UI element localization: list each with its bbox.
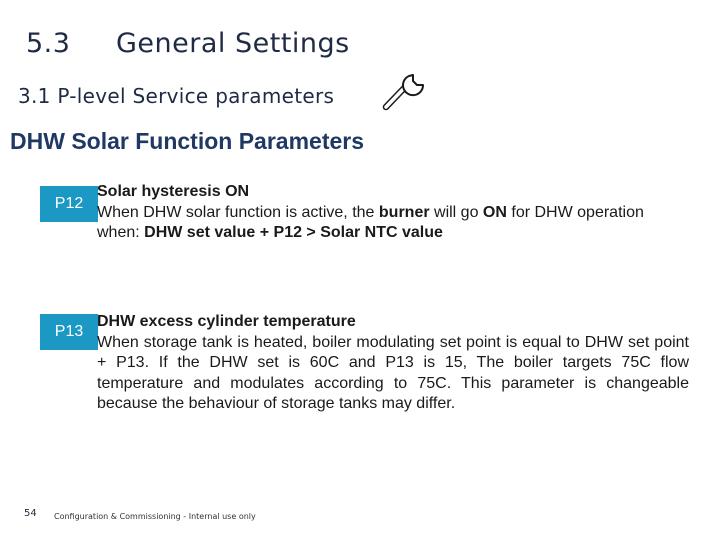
param-badge-p13: P13: [40, 314, 98, 350]
subheading: 3.1 P-level Service parameters: [18, 84, 335, 108]
section-number: 5.3: [26, 28, 71, 59]
param-badge-p12: P12: [40, 186, 98, 222]
param-title: DHW excess cylinder temperature: [97, 313, 356, 330]
param-description: When storage tank is heated, boiler modulating set point is equal to DHW set point + P13. If the DHW set is 60C and P13 is 15, The boiler targets 75C flow temperature and modulates according to 75C. This parameter is changeable because the behaviour of storage tanks may differ.: [97, 333, 689, 412]
section-title: General Settings: [116, 28, 350, 59]
page-heading: DHW Solar Function Parameters: [10, 128, 365, 154]
param-p12: [97, 182, 689, 244]
param-p13: [97, 312, 689, 415]
wrench-icon: [380, 64, 432, 112]
page-number: 54: [24, 508, 37, 519]
footer-text: Configuration & Commissioning - Internal use only: [54, 512, 256, 521]
param-title: Solar hysteresis ON: [97, 183, 250, 200]
param-description: When DHW solar function is active, the burner will go ON for DHW operation when: DHW set value + P12 > Solar NTC value: [97, 203, 644, 241]
